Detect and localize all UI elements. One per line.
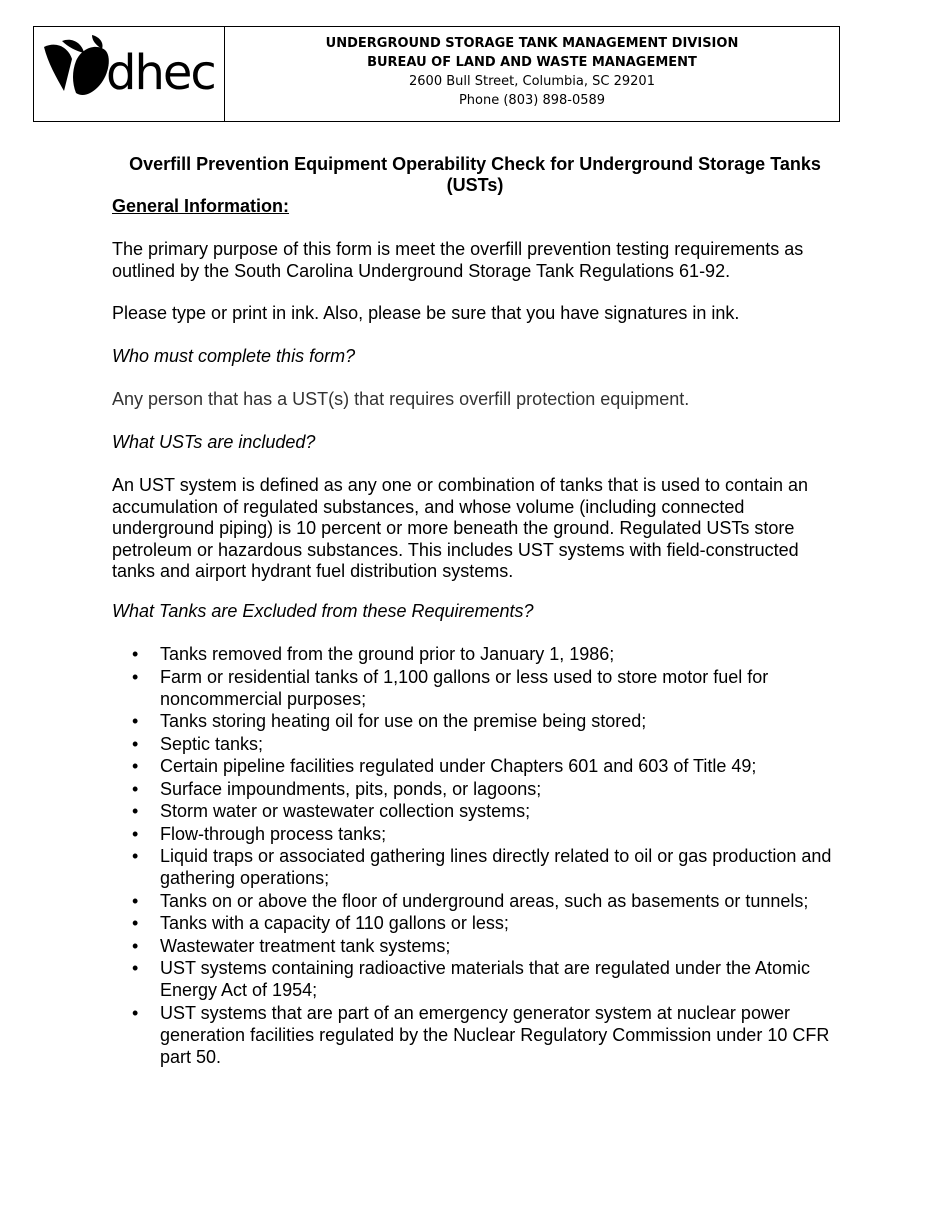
what-question: What USTs are included?	[112, 432, 316, 452]
ink-instruction: Please type or print in ink. Also, please be sure that you have signatures in ink.	[112, 303, 740, 323]
letterhead	[33, 26, 840, 122]
list-item: • Surface impoundments, pits, ponds, or lagoons;	[112, 778, 852, 800]
agency-address	[225, 27, 839, 121]
list-item: • Farm or residential tanks of 1,100 gallons or less used to store motor fuel for noncommercial purposes;	[112, 666, 852, 710]
list-item: • Tanks removed from the ground prior to January 1, 1986;	[112, 643, 852, 665]
list-item: • UST systems containing radioactive materials that are regulated under the Atomic Energy Act of 1954;	[112, 957, 852, 1001]
list-item: • Tanks on or above the floor of underground areas, such as basements or tunnels;	[112, 890, 852, 912]
list-item: • Liquid traps or associated gathering lines directly related to oil or gas production and gathering operations;	[112, 845, 852, 889]
bureau-name: BUREAU OF LAND AND WASTE MANAGEMENT	[367, 55, 697, 70]
list-item: • UST systems that are part of an emergency generator system at nuclear power generation facilities regulated by the Nuclear Regulatory Commission under 10 CFR part 50.	[112, 1002, 852, 1068]
who-question: Who must complete this form?	[112, 346, 356, 366]
list-item: • Wastewater treatment tank systems;	[112, 935, 852, 957]
street-address: 2600 Bull Street, Columbia, SC 29201	[409, 74, 655, 89]
page-title	[112, 154, 838, 196]
list-item: • Tanks with a capacity of 110 gallons or less;	[112, 912, 852, 934]
list-item: • Storm water or wastewater collection systems;	[112, 800, 852, 822]
title-line-1: Overfill Prevention Equipment Operability Check for Underground Storage Tanks	[129, 154, 821, 174]
phone-number: Phone (803) 898-0589	[458, 93, 606, 108]
purpose-paragraph: The primary purpose of this form is meet the overfill prevention testing requirements as outlined by the South Carolina Underground Storage Tank Regulations 61-92.	[112, 239, 804, 281]
who-answer: Any person that has a UST(s) that requires overfill protection equipment.	[112, 389, 690, 409]
logo-wordmark: dhec	[106, 45, 215, 101]
list-item: • Flow-through process tanks;	[112, 823, 852, 845]
list-item: • Certain pipeline facilities regulated under Chapters 601 and 603 of Title 49;	[112, 755, 852, 777]
general-info-heading: General Information:	[112, 196, 290, 216]
excluded-question: What Tanks are Excluded from these Requirements?	[112, 601, 534, 621]
list-item: • Tanks storing heating oil for use on the premise being stored;	[112, 710, 852, 732]
division-name: UNDERGROUND STORAGE TANK MANAGEMENT DIVISION	[325, 36, 739, 51]
excluded-list	[112, 643, 852, 1068]
list-item: • Septic tanks;	[112, 733, 852, 755]
what-answer: An UST system is defined as any one or combination of tanks that is used to contain an accumulation of regulated substances, and whose volume (including connected underground piping) is 10 percent or more beneath the ground. Regulated USTs store petroleum or hazardous substances. This includes UST systems with field-constructed tanks and airport hydrant fuel distribution systems.	[112, 475, 809, 581]
logo	[34, 27, 225, 121]
title-line-2: (USTs)	[446, 175, 504, 195]
